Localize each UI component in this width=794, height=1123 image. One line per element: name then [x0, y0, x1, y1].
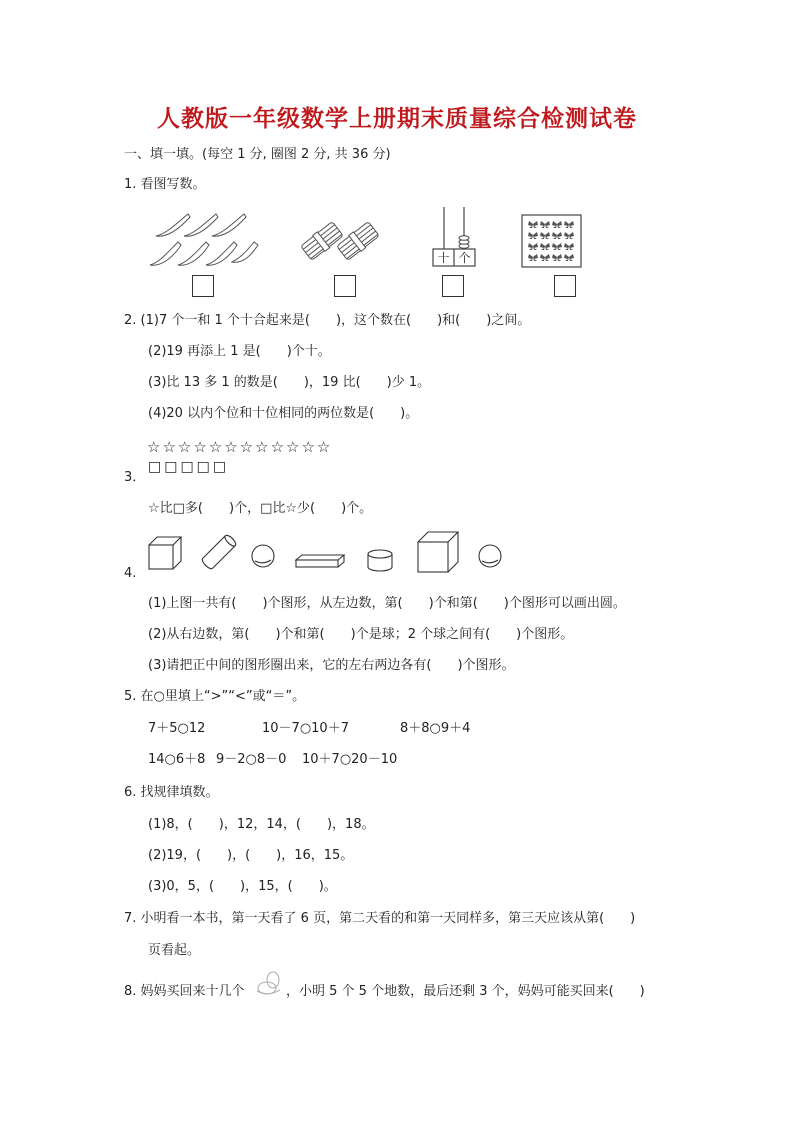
cylinder-shape — [368, 550, 392, 571]
q5-item-1: 7＋5○12 — [148, 721, 206, 736]
abacus-tens-label: 十 — [437, 251, 450, 265]
shapes-row — [144, 530, 514, 575]
q3-number: 3． — [124, 470, 146, 485]
q2-part3: (3)比 13 多 1 的数是( )，19 比( )少 1。 — [148, 375, 431, 390]
q3-question: ☆比□多( )个，□比☆少( )个。 — [148, 501, 373, 516]
section-heading: 一、填一填。(每空 1 分, 圈图 2 分, 共 36 分) — [124, 147, 391, 162]
answer-box-4[interactable] — [554, 275, 576, 297]
q6-part1: (1)8，( )，12，14，( )，18。 — [148, 817, 375, 832]
answer-box-1[interactable] — [192, 275, 214, 297]
sphere-shape-1 — [252, 545, 274, 567]
q5-item-5: 9－2○8－0 — [216, 752, 287, 767]
q5-item-4: 14○6＋8 — [148, 752, 206, 767]
q6-part2: (2)19，( )，( )，16，15。 — [148, 848, 354, 863]
q4-part1: (1)上图一共有( )个图形，从左边数，第( )个和第( )个图形可以画出圆。 — [148, 596, 626, 611]
q4-part3: (3)请把正中间的图形圈出来，它的左右两边各有( )个图形。 — [148, 658, 515, 673]
cuboid-shape — [296, 555, 344, 567]
q2-part4: (4)20 以内个位和十位相同的两位数是( )。 — [148, 406, 419, 421]
q5-item-3: 8＋8○9＋4 — [400, 721, 471, 736]
egg-icon — [254, 970, 284, 998]
abacus-image — [430, 205, 478, 267]
answer-box-2[interactable] — [334, 275, 356, 297]
q8-text-after: ，小明 5 个 5 个地数，最后还剩 3 个，妈妈可能买回来( ) — [286, 984, 645, 999]
cube-shape — [149, 537, 181, 569]
q2-part2: (2)19 再添上 1 是( )个十。 — [148, 344, 331, 359]
stars-row: ☆☆☆☆☆☆☆☆☆☆☆☆ — [147, 438, 333, 456]
q5-item-6: 10＋7○20－10 — [302, 752, 398, 767]
q6-label: 6. 找规律填数。 — [124, 785, 219, 800]
q5-item-2: 10－7○10＋7 — [262, 721, 349, 736]
abacus-ones-label: 个 — [458, 251, 471, 265]
bundled-sticks-image — [300, 218, 386, 264]
large-cube-shape — [418, 532, 458, 572]
bananas-image — [148, 208, 263, 270]
q8-text-before: 8. 妈妈买回来十几个 — [124, 984, 245, 999]
q4-part2: (2)从右边数，第( )个和第( )个是球；2 个球之间有( )个图形。 — [148, 627, 574, 642]
q2-part1: 2. (1)7 个一和 1 个十合起来是( )，这个数在( )和( )之间。 — [124, 313, 531, 328]
q7-line1: 7. 小明看一本书，第一天看了 6 页，第二天看的和第一天同样多，第三天应该从第( ) — [124, 911, 636, 926]
page-title: 人教版一年级数学上册期末质量综合检测试卷 — [157, 106, 637, 132]
cylinder-tilted-shape — [201, 534, 238, 571]
q1-label: 1. 看图写数。 — [124, 177, 206, 192]
q7-line2: 页看起。 — [148, 943, 201, 958]
answer-box-3[interactable] — [442, 275, 464, 297]
squares-row: □□□□□ — [148, 459, 230, 475]
butterflies-image — [521, 214, 582, 268]
q5-label: 5. 在○里填上“>”“<”或“＝”。 — [124, 689, 306, 704]
q6-part3: (3)0，5，( )，15，( )。 — [148, 879, 337, 894]
sphere-shape-2 — [479, 545, 501, 567]
q4-number: 4. — [124, 566, 137, 581]
